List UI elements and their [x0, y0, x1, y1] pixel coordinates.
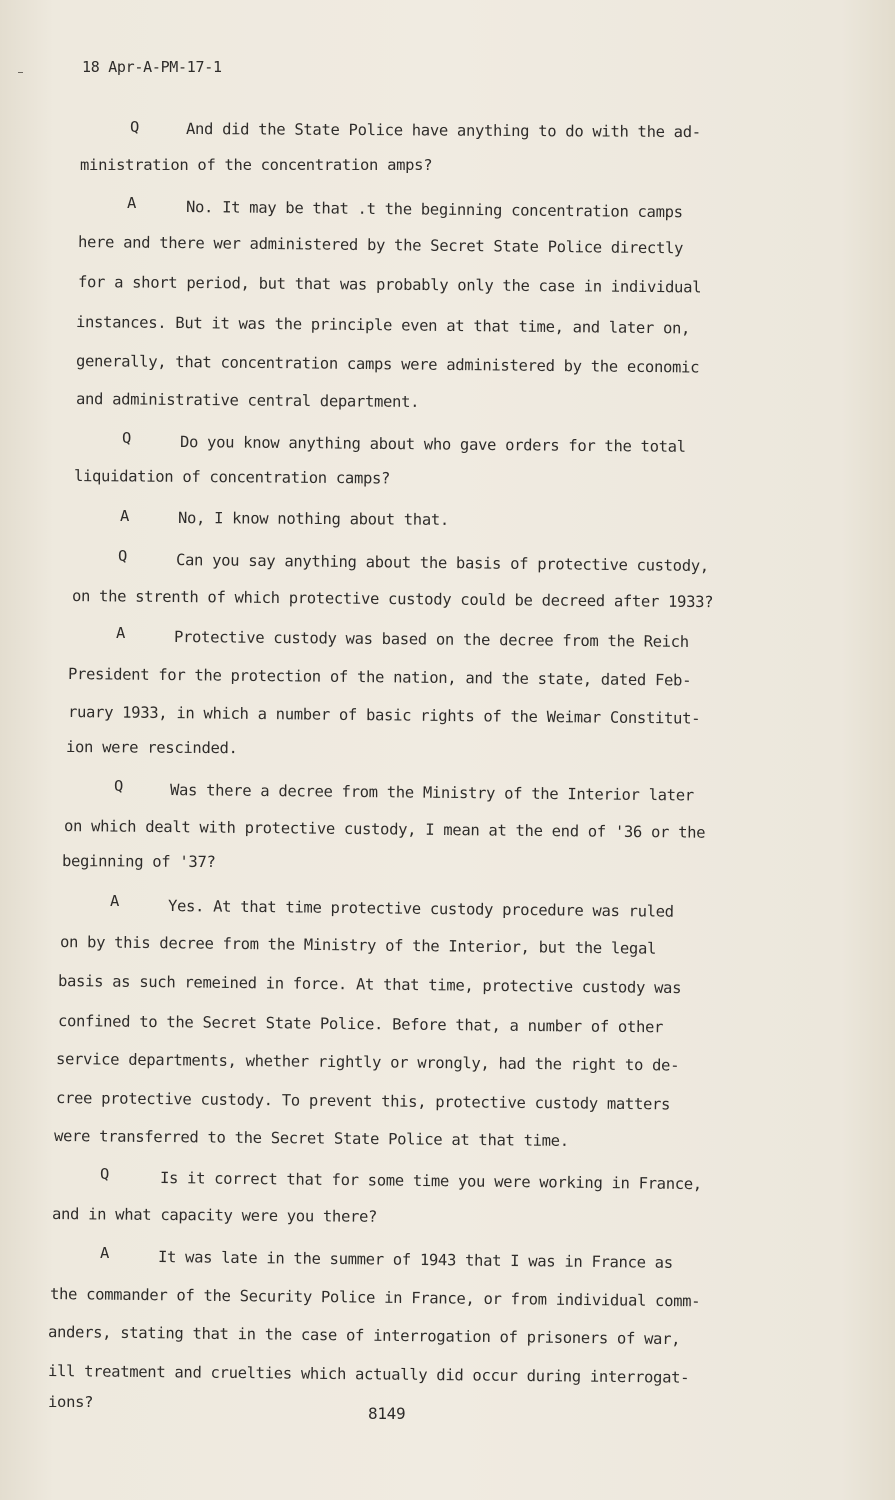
text-line: It was late in the summer of 1943 that I was in France as — [157, 1248, 673, 1272]
speaker-label-a: A — [110, 892, 120, 910]
text-line: ill treatment and cruelties which actually did occur during interrogat- — [47, 1362, 690, 1387]
text-line: on which dealt with protective custody, I mean at the end of '36 or the — [63, 817, 706, 842]
text-line: Can you say anything about the basis of protective custody, — [175, 551, 709, 576]
text-line: Do you know anything about who gave orders for the total — [179, 433, 686, 456]
text-line: President for the protection of the nation, and the state, dated Feb- — [67, 665, 692, 690]
text-line: service departments, whether rightly or wrongly, had the right to de- — [55, 1050, 680, 1075]
text-line: ministration of the concentration amps? — [80, 156, 433, 174]
text-line: ruary 1933, in which a number of basic rights of the Weimar Constitut- — [67, 703, 701, 728]
speaker-label-q: Q — [122, 429, 132, 447]
text-line: Was there a decree from the Ministry of the Interior later — [169, 781, 694, 805]
text-line: ion were rescinded. — [65, 738, 238, 758]
speaker-label-q: Q — [130, 118, 140, 136]
text-line: basis as such remeined in force. At that time, protective custody was — [57, 972, 682, 998]
text-line: ions? — [48, 1393, 94, 1411]
speaker-label-q: Q — [100, 1165, 110, 1183]
text-line: on by this decree from the Ministry of the Interior, but the legal — [59, 933, 657, 958]
speaker-label-a: A — [127, 194, 137, 212]
text-line: here and there wer administered by the Secret State Police directly — [77, 233, 684, 258]
text-line: for a short period, but that was probably only the case in individual — [77, 273, 702, 297]
margin-mark — [18, 72, 23, 73]
speaker-label-a: A — [100, 1244, 110, 1262]
text-line: Yes. At that time protective custody procedure was ruled — [167, 897, 674, 921]
text-line: liquidation of concentration camps? — [73, 467, 391, 488]
text-line: No, I know nothing about that. — [177, 509, 450, 529]
text-line: And did the State Police have anything to do with the ad- — [185, 120, 701, 142]
text-line: instances. But it was the principle even at that time, and later on, — [75, 313, 691, 338]
text-line: and in what capacity were you there? — [51, 1205, 378, 1226]
text-line: confined to the Secret State Police. Before that, a number of other — [57, 1012, 664, 1037]
text-line: Protective custody was based on the decree from the Reich — [173, 628, 689, 651]
speaker-label-q: Q — [114, 777, 124, 795]
speaker-label-q: Q — [118, 547, 128, 565]
text-line: were transferred to the Secret State Police at that time. — [53, 1127, 569, 1150]
page-reference-header: 18 Apr-A-PM-17-1 — [82, 58, 222, 76]
text-line: beginning of '37? — [61, 852, 216, 872]
page-number: 8149 — [368, 1404, 406, 1423]
speaker-label-a: A — [120, 507, 130, 525]
speaker-label-a: A — [116, 624, 126, 642]
text-line: on the strenth of which protective custody could be decreed after 1933? — [71, 587, 714, 612]
text-line: and administrative central department. — [75, 390, 420, 411]
text-line: Is it correct that for some time you were working in France, — [159, 1169, 702, 1194]
text-line: anders, stating that in the case of interrogation of prisoners of war, — [47, 1323, 681, 1349]
text-line: cree protective custody. To prevent this, protective custody matters — [55, 1089, 671, 1114]
text-line: generally, that concentration camps were administered by the economic — [75, 352, 700, 377]
text-line: No. It may be that .t the beginning concentration camps — [185, 198, 683, 222]
text-line: the commander of the Security Police in France, or from individual comm- — [49, 1285, 701, 1311]
